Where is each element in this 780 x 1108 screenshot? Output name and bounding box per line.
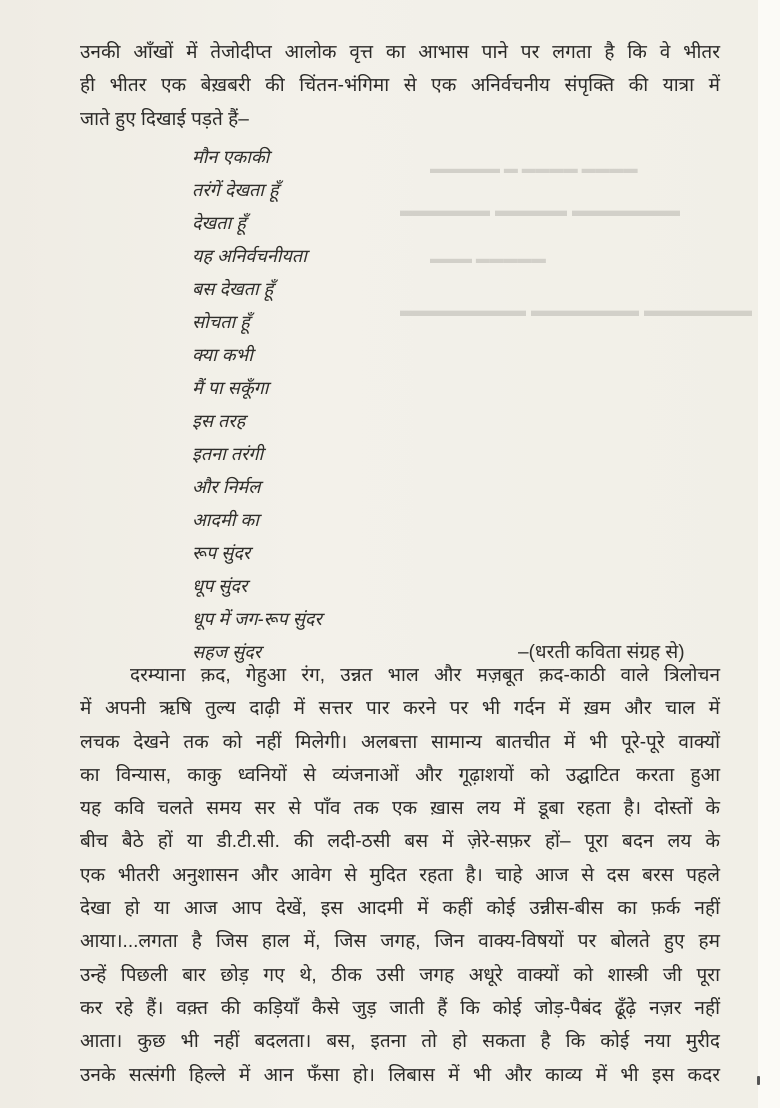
poem-line: तरंगें देखता हूँ (192, 180, 279, 200)
page-edge (758, 0, 780, 1108)
poem-line: मैं पा सकूँगा (192, 378, 269, 398)
poem-line: रूप सुंदर (192, 543, 251, 563)
text-line: उनकी आँखों में तेजोदीप्त आलोक वृत्त का आभास पाने पर लगता है कि वे भीतर (80, 42, 720, 63)
text-line: एक भीतरी अनुशासन और आवेग से मुदित रहता है। चाहे आज से दस बरस पहले (80, 864, 720, 886)
body-paragraph (80, 659, 720, 1092)
poem-line: बस देखता हूँ (192, 279, 274, 299)
intro-paragraph (80, 36, 720, 136)
poem-last-line: सहज सुंदर (192, 642, 262, 662)
text-line: आया।...लगता है जिस हाल में, जिस जगह, जिन वाक्य-विषयों पर बोलते हुए हम (80, 931, 720, 953)
bleed-through-text: ▬▬▬▬▬ ▬ ▬▬▬▬ ▬▬▬▬ (430, 160, 638, 176)
poem-line: मौन एकाकी (192, 147, 270, 167)
text-line: देखा हो या आज आप देखें, इस आदमी में कहीं कोई उन्नीस-बीस का फ़र्क नहीं (80, 898, 720, 920)
text-line: में अपनी ऋषि तुल्य दाढ़ी में सत्तर पार करने पर भी गर्दन में ख़म और चाल में (80, 698, 720, 720)
poem-line: धूप सुंदर (192, 576, 248, 596)
margin-mark (757, 1076, 760, 1085)
text-line: बीच बैठे हों या डी.टी.सी. की लदी-ठसी बस में ज़ेरे-सफ़र हों– पूरा बदन लय के (80, 831, 720, 853)
bleed-through-text: ▬▬▬ ▬▬▬▬▬ (430, 250, 546, 266)
poem-line: देखता हूँ (192, 213, 246, 233)
poem-line: क्या कभी (192, 345, 253, 365)
text-line: लचक देखने तक को नहीं मिलेगी। अलबत्ता सामान्य बातचीत में भी पूरे-पूरे वाक्यों (80, 731, 720, 753)
poem-line: और निर्मल (192, 477, 261, 497)
poem-block (192, 141, 685, 669)
text-line: आता। कुछ भी नहीं बदलता। बस, इतना तो हो सकता है कि कोई नया मुरीद (80, 1031, 720, 1053)
text-line: कर रहे हैं। वक़्त की कड़ियाँ कैसे जुड़ जाती हैं कि कोई जोड़-पैबंद ढूँढ़े नज़र नहीं (80, 997, 720, 1019)
text-line: जाते हुए दिखाई पड़ते हैं– (80, 108, 249, 130)
poem-line: इस तरह (192, 411, 246, 431)
text-line: ही भीतर एक बेख़बरी की चिंतन-भंगिमा से एक अनिर्वचनीय संपृक्ति की यात्रा में (80, 75, 720, 97)
poem-line: धूप में जग-रूप सुंदर (192, 609, 322, 629)
text-line: दरम्याना क़द, गेहुआ रंग, उन्नत भाल और मज़बूत क़द-काठी वाले त्रिलोचन (130, 665, 720, 686)
text-line: का विन्यास, काकु ध्वनियों से व्यंजनाओं और गूढ़ाशयों को उद्घाटित करता हुआ (80, 764, 720, 786)
poem-line: यह अनिर्वचनीयता (192, 246, 307, 266)
bleed-through-text: ▬▬▬▬▬▬▬ ▬▬▬▬▬▬ ▬▬▬▬▬▬ (400, 300, 753, 320)
poem-line: इतना तरंगी (192, 444, 264, 464)
text-line: उनके सत्संगी हिल्ले में आन फँसा हो। लिबास में भी और काव्य में भी इस कदर (80, 1064, 720, 1086)
text-line: यह कवि चलते समय सर से पाँव तक एक ख़ास लय में डूबा रहता है। दोस्तों के (80, 798, 720, 820)
text-line: उन्हें पिछली बार छोड़ गए थे, ठीक उसी जगह अधूरे वाक्यों को शास्त्री जी पूरा (80, 964, 720, 986)
poem-line: सोचता हूँ (192, 312, 250, 332)
poem-source-citation: –(धरती कविता संग्रह से) (518, 642, 685, 663)
bleed-through-text: ▬▬▬▬▬ ▬▬▬▬ ▬▬▬▬▬▬ (400, 200, 681, 220)
poem-line: आदमी का (192, 510, 259, 530)
